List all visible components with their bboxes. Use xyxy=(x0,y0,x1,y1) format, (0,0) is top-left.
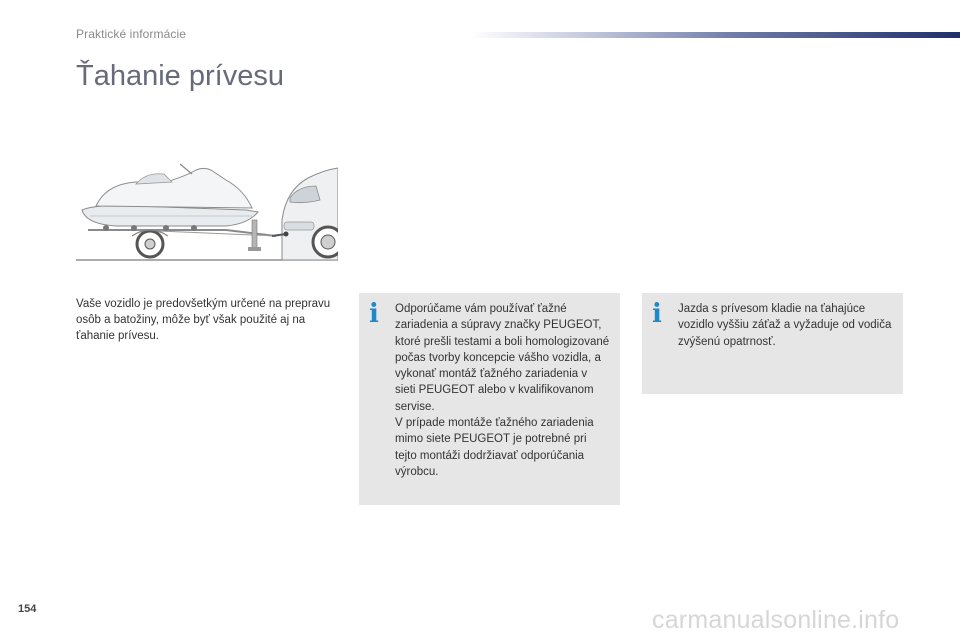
intro-paragraph: Vaše vozidlo je predovšetkým určené na prepravu osôb a batožiny, môže byť však použité aj na ťahanie prívesu. xyxy=(76,298,331,342)
info-box-caution xyxy=(642,293,903,394)
info-paragraph: Odporúčame vám používať ťažné zariadenia a súpravy značky PEUGEOT, ktoré prešli testami a boli homologizované počas tvorby koncepcie vášho vozidla, a vykonať montáž ťažného zariadenia v sieti PEUGEOT alebo v kvalifikovanom servise. xyxy=(395,303,610,413)
info-text xyxy=(395,301,610,480)
info-paragraph: V prípade montáže ťažného zariadenia mimo siete PEUGEOT je potrebné pri tejto montáži dodržiavať odporúčania výrobcu. xyxy=(395,417,594,478)
page-number: 154 xyxy=(18,603,37,615)
info-icon: i xyxy=(652,299,662,329)
watermark: carmanualsonline.info xyxy=(652,606,900,634)
info-box-recommendation xyxy=(359,293,620,505)
page-title: Ťahanie prívesu xyxy=(76,60,284,92)
info-icon: i xyxy=(369,299,379,329)
info-text xyxy=(678,301,893,350)
trailer-illustration xyxy=(76,160,338,264)
section-label: Praktické informácie xyxy=(76,27,187,41)
header-bar xyxy=(470,32,960,38)
info-paragraph: Jazda s prívesom kladie na ťahajúce vozidlo vyššiu záťaž a vyžaduje od vodiča zvýšenú opatrnosť. xyxy=(678,303,892,348)
